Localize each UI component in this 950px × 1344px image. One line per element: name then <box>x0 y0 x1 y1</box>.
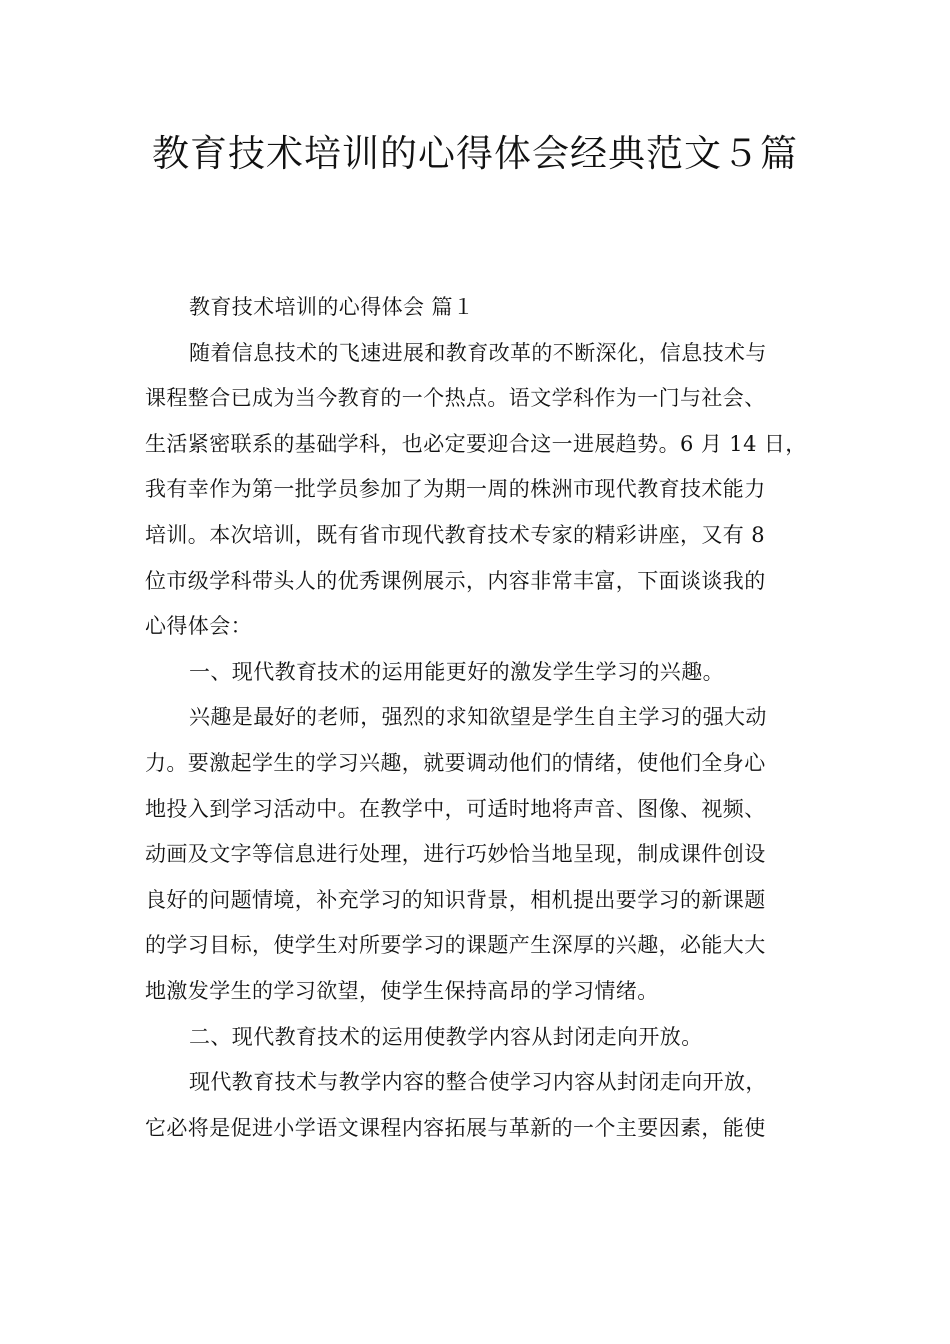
point-heading: 一、现代教育技术的运用能更好的激发学生学习的兴趣。 <box>189 659 724 684</box>
paragraph-line: 地投入到学习活动中。在教学中，可适时地将声音、图像、视频、 <box>145 796 766 821</box>
paragraph-line: 兴趣是最好的老师，强烈的求知欲望是学生自主学习的强大动 <box>189 705 767 730</box>
paragraph-line: 心得体会： <box>145 614 252 639</box>
paragraph-line: 现代教育技术与教学内容的整合使学习内容从封闭走向开放， <box>189 1070 767 1095</box>
paragraph-line: 的学习目标，使学生对所要学习的课题产生深厚的兴趣，必能大大 <box>145 933 766 958</box>
paragraph-line: 随着信息技术的飞速进展和教育改革的不断深化，信息技术与 <box>189 340 767 365</box>
paragraph-line: 生活紧密联系的基础学科，也必定要迎合这一进展趋势。6 月 14 日， <box>145 431 807 456</box>
document-title: 教育技术培训的心得体会经典范文５篇 <box>152 132 798 175</box>
paragraph-line: 它必将是促进小学语文课程内容拓展与革新的一个主要因素，能使 <box>145 1115 766 1140</box>
paragraph-line: 培训。本次培训，既有省市现代教育技术专家的精彩讲座，又有 8 <box>145 522 766 547</box>
document-body <box>145 285 810 1151</box>
paragraph-line: 位市级学科带头人的优秀课例展示，内容非常丰富，下面谈谈我的 <box>145 568 766 593</box>
point-heading: 二、现代教育技术的运用使教学内容从封闭走向开放。 <box>189 1024 703 1049</box>
paragraph-line: 课程整合已成为当今教育的一个热点。语文学科作为一门与社会、 <box>145 386 766 411</box>
paragraph-line: 力。要激起学生的学习兴趣，就要调动他们的情绪，使他们全身心 <box>145 750 766 775</box>
paragraph-line: 地激发学生的学习欲望，使学生保持高昂的学习情绪。 <box>145 978 659 1003</box>
section-heading: 教育技术培训的心得体会 篇１ <box>189 295 475 319</box>
paragraph-line: 我有幸作为第一批学员参加了为期一周的株洲市现代教育技术能力 <box>145 477 766 502</box>
paragraph-line: 良好的问题情境，补充学习的知识背景，相机提出要学习的新课题 <box>145 887 766 912</box>
paragraph-line: 动画及文字等信息进行处理，进行巧妙恰当地呈现，制成课件创设 <box>145 842 766 867</box>
